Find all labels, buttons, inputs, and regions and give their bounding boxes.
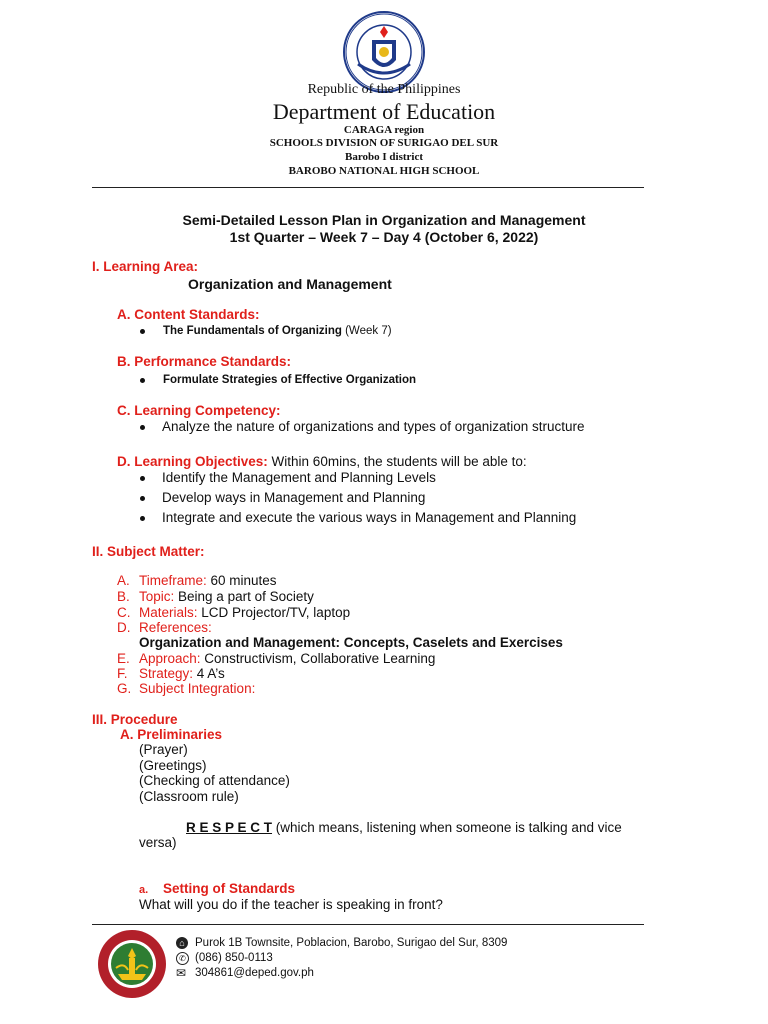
integration-label: Subject Integration:: [139, 681, 256, 696]
content-standards-heading: A. Content Standards:: [117, 307, 260, 322]
materials-row: Materials: LCD Projector/TV, laptop: [139, 605, 351, 620]
bullet: [140, 476, 145, 481]
timeframe-row: Timeframe: 60 minutes: [139, 573, 277, 588]
phone-icon: ✆: [176, 952, 189, 965]
preliminary-item: (Classroom rule): [139, 789, 239, 804]
bullet: [140, 496, 145, 501]
approach-letter: E.: [117, 651, 130, 666]
school-seal-logo: [96, 928, 168, 1000]
references-value: Organization and Management: Concepts, Caselets and Exercises: [139, 635, 563, 650]
timeframe-letter: A.: [117, 573, 130, 588]
subject-matter-heading: II. Subject Matter:: [92, 544, 205, 559]
topic-letter: B.: [117, 589, 130, 604]
department-title: Department of Education: [272, 99, 496, 124]
learning-objectives-line: D. Learning Objectives: Within 60mins, the students will be able to:: [117, 454, 527, 469]
respect-line: R E S P E C T (which means, listening when someone is talking and vice: [186, 820, 622, 835]
email-icon: ✉: [176, 966, 187, 980]
learning-area-heading: I. Learning Area:: [92, 259, 199, 274]
learning-area-value: Organization and Management: [188, 276, 392, 292]
footer-address: Purok 1B Townsite, Poblacion, Barobo, Surigao del Sur, 8309: [195, 937, 508, 949]
bullet: [140, 329, 145, 334]
republic-line: Republic of the Philippines: [307, 82, 461, 97]
performance-standards-item: Formulate Strategies of Effective Organization: [163, 374, 417, 386]
learning-competency-item: Analyze the nature of organizations and types of organization structure: [162, 419, 585, 434]
respect-line-cont: versa): [139, 835, 177, 850]
strategy-letter: F.: [117, 666, 128, 681]
preliminary-item: (Prayer): [139, 742, 188, 757]
content-standards-item: The Fundamentals of Organizing (Week 7): [163, 325, 392, 337]
footer-phone: (086) 850-0113: [195, 952, 273, 964]
standards-heading: Setting of Standards: [163, 881, 296, 896]
footer-divider: [92, 924, 644, 925]
bullet: [140, 516, 145, 521]
bullet: [140, 425, 145, 430]
references-label: References:: [139, 620, 212, 635]
learning-competency-heading: C. Learning Competency:: [117, 403, 281, 418]
address-icon: ⌂: [176, 937, 188, 949]
standards-question: What will you do if the teacher is speaking in front?: [139, 897, 443, 912]
preliminary-item: (Greetings): [139, 758, 207, 773]
integration-letter: G.: [117, 681, 132, 696]
approach-row: Approach: Constructivism, Collaborative Learning: [139, 651, 436, 666]
division-line: SCHOOLS DIVISION OF SURIGAO DEL SUR: [269, 137, 499, 149]
region-line: CARAGA region: [343, 124, 425, 136]
materials-letter: C.: [117, 605, 131, 620]
preliminary-item: (Checking of attendance): [139, 773, 290, 788]
procedure-heading: III. Procedure: [92, 712, 178, 727]
objective-item: Integrate and execute the various ways in Management and Planning: [162, 510, 577, 525]
lesson-plan-title: Semi-Detailed Lesson Plan in Organization and Management: [182, 212, 586, 228]
objective-item: Develop ways in Management and Planning: [162, 490, 426, 505]
references-letter: D.: [117, 620, 131, 635]
bullet: [140, 378, 145, 383]
header-divider: [92, 187, 644, 188]
preliminaries-heading: A. Preliminaries: [120, 727, 223, 742]
school-line: BAROBO NATIONAL HIGH SCHOOL: [288, 165, 480, 177]
performance-standards-heading: B. Performance Standards:: [117, 354, 292, 369]
lesson-plan-date: 1st Quarter – Week 7 – Day 4 (October 6, 2022): [229, 229, 539, 245]
objective-item: Identify the Management and Planning Levels: [162, 470, 436, 485]
footer-email: 304861@deped.gov.ph: [195, 967, 314, 979]
district-line: Barobo I district: [344, 151, 424, 163]
standards-letter: a.: [139, 884, 149, 896]
topic-row: Topic: Being a part of Society: [139, 589, 314, 604]
strategy-row: Strategy: 4 A’s: [139, 666, 225, 681]
